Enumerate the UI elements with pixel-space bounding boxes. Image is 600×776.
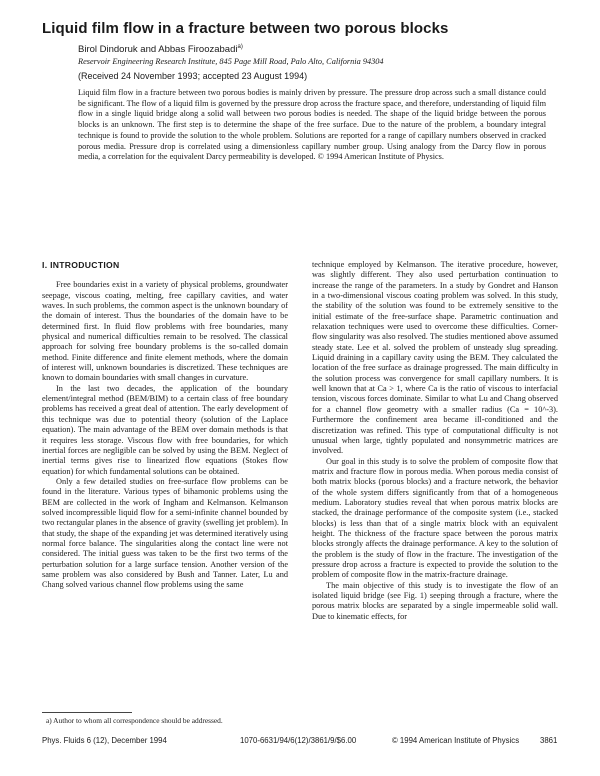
footer-copyright: © 1994 American Institute of Physics [392,736,520,745]
affiliation: Reservoir Engineering Research Institute, 845 Page Mill Road, Palo Alto, California 94304 [78,57,384,66]
paragraph: In the last two decades, the application of the boundary element/integral method (BEM/BIM) to a certain class of free boundary problems has received a great deal of attention. The early development of this technique was due to potential theory (solution of the Laplace equation). The main advantage of the BEM over domain methods is that it requires less storage. Viscous flow with free boundaries, for which inertial forces are negligible can be solved by using the BEM. Neglect of inertial terms gives rise to linearized flow equations (Stokes flow equation) for which fundamental solutions can be obtained. [42,383,288,476]
paragraph: Only a few detailed studies on free-surface flow problems can be found in the literature. Various types of bihamonic problems using the BEM are collected in the work of Ingham and Kelmanson. Kelmanson solved incompressible liquid flow for a semi-infinite channel bounded by two rectangular planes in the absence of gravity (swelling jet problem). In that study, the shape of the expanding jet was determined iteratively using normal force balance. The singularities along the contact line were not considered. The initial guess was taken to be the first two terms of the perturbation solution for a large surface tension. Another version of the same problem was also considered by Bush and Tanner. Later, Lu and Chang solved various channel flow problems using the same [42,476,288,590]
paper-title: Liquid film flow in a fracture between two porous blocks [42,20,449,37]
footer-page-number: 3861 [540,736,558,745]
paragraph: The main objective of this study is to investigate the flow of an isolated liquid bridge (see Fig. 1) seeping through a fracture, where the porous matrix blocks are separated by a single impermeable solid wall. Due to kinematic effects, for [312,580,558,621]
footer-code: 1070-6631/94/6(12)/3861/9/$6.00 [240,736,357,745]
paragraph: Free boundaries exist in a variety of physical problems, groundwater seepage, viscous coating, melting, free capillary cavities, and water waves. In such problems, the common aspect is the unknown boundary of the domain of interest. Thus the boundaries of the domain have to be determined first. In fluid flow problems with free boundaries, many physical and numerical difficulties remain to be resolved. The classical approach for solving free boundary problems is the so-called domain method. Finite difference and finite element methods, where the domain of interest will, unknown boundaries is discretized. These techniques are known to domain boundaries with small changes in curvature. [42,280,288,383]
right-column [312,260,558,716]
received-dates: (Received 24 November 1993; accepted 23 August 1994) [78,71,308,81]
left-column [42,260,288,708]
paragraph: Our goal in this study is to solve the problem of composite flow that matrix and fracture flow in porous media. When porous media consist of both matrix blocks (porous blocks) and a fracture network, the behavior of the whole system differs significantly from that of a homogeneous medium. Laboratory studies reveal that when porous matrix blocks are stacked, the drainage performance of the composite system (i.e., stacked blocks) is less than that of a single matrix block with an equivalent height. The thickness of the fracture space between the porous matrix blocks strongly affects the drainage performance. A key to the solution of the problem is the study of flow in the fracture. The investigation of the pressure drop across a fracture is expected to provide the solution to the problem of composite flow in the matrix-fracture drainage. [312,456,558,580]
footer-journal: Phys. Fluids 6 (12), December 1994 [42,736,167,745]
author-names: Birol Dindoruk and Abbas Firoozabadi [78,44,238,56]
paragraph: technique employed by Kelmanson. The iterative procedure, however, was slightly different. They also used perturbation continuation to increase the range of the parameters. In a study by Gondret and Hanson in a two-dimensional viscous coating problem was solved. In this study, the stability of the solution was found to be extremely sensitive to the initial estimate of the free-surface shape. Parametric continuation and relaxation techniques were used to overcome these difficulties. Corner-flow singularity was also resolved. The studies mentioned above assumed steady state. Lee et al. solved the problem of unsteady slug spreading. Liquid draining in a capillary cavity using the BEM. They calculated the location of the free surface as drainage progressed. The main difficulty in the solution process was convergence for small capillary numbers. It is well known that at Ca > 1, where Ca is the ratio of viscous to interfacial tension, viscous forces dominate. Similar to what Lu and Chang observed for a channel flow geometry with a smaller radius (Ca = 10^-3). Furthermore the confinement area became ill-conditioned and the discretization was refined. This type of computational difficulty is not unusual when large, tightly populated and nonsymmetric matrices are involved. [312,260,558,456]
abstract: Liquid film flow in a fracture between two porous bodies is mainly driven by pressure. The pressure drop across such a small distance could be significant. The flow of a liquid film is governed by the pressure drop across the fracture space, and therefore, understanding of liquid film flow in a single liquid bridge along a solid wall between two porous bodies is needed. The shape of the liquid bridge between the porous blocks is an unknown. The first step is to determine the shape of the free surface. Due to the nature of the problem, a boundary integral technique is found to provide the solution to the whole problem. Solutions are reported for a range of capillary numbers observed in cracked porous media. Pressure drop is correlated using a dimensionless capillary number group. Using analogy from the Darcy flow in porous media, a correlation for the equivalent Darcy permeability is developed. © 1994 American Institute of Physics. [78,88,546,162]
authors [78,44,243,55]
author-footnote-mark: a) [237,44,243,50]
footnote-divider [42,712,132,713]
footnote: a) Author to whom all correspondence should be addressed. [46,716,223,725]
section-heading: I. INTRODUCTION [42,260,120,270]
